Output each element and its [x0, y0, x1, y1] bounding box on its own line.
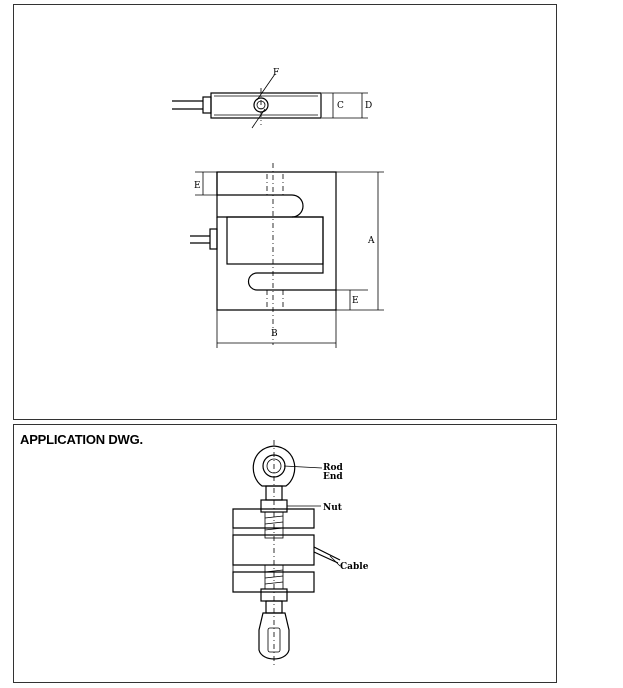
dim-label-f: F: [273, 68, 280, 78]
callout-nut-label: Nut: [323, 503, 342, 513]
callout-end-label: End: [323, 472, 343, 482]
callout-rod-label: Rod: [323, 463, 343, 473]
top-view: [172, 68, 372, 128]
callout-cable-label: Cable: [340, 562, 369, 572]
dim-label-e-bottom: E: [352, 296, 359, 306]
dim-label-b: B: [271, 329, 278, 339]
dim-label-c: C: [337, 101, 344, 111]
dim-label-d: D: [365, 101, 373, 111]
application-assembly: [233, 440, 369, 668]
dim-label-a: A: [368, 236, 375, 246]
application-heading: APPLICATION DWG.: [20, 432, 143, 447]
dim-label-e-top: E: [194, 181, 201, 191]
front-view: [190, 163, 384, 348]
